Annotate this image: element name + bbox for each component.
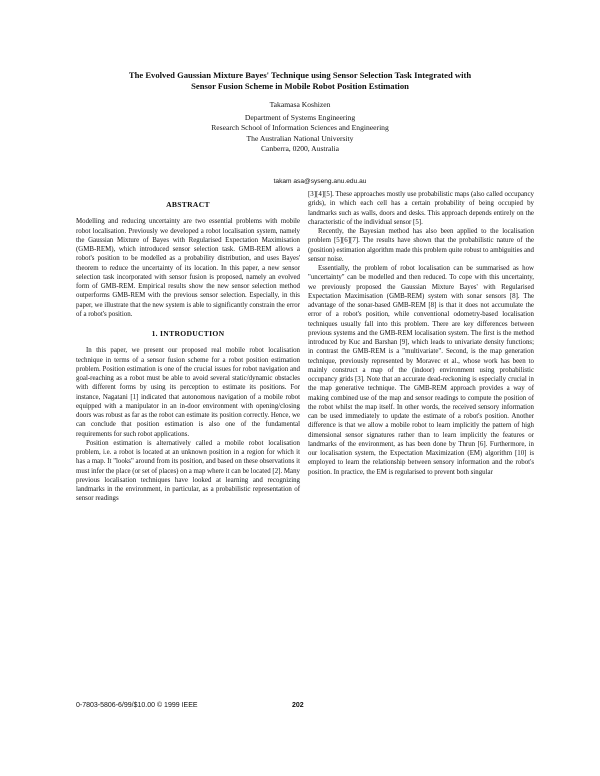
title-line-1: The Evolved Gaussian Mixture Bayes' Technique using Sensor Selection Task Integrated with <box>128 70 472 80</box>
right-column <box>308 190 534 477</box>
body-paragraph: [3][4][5]. These approaches mostly use probabilistic maps (also called occupancy grids), in which each cell has a certain probability of being occupied by landmarks such as walls, doors and desks. This approach depends entirely on the characteristic of the individual sensor [5]. <box>308 191 534 226</box>
author-email: takam asa@syseng.anu.edu.au <box>273 178 367 185</box>
abstract-heading: ABSTRACT <box>166 200 210 209</box>
page-number: 202 <box>292 702 304 709</box>
title-line-2: Sensor Fusion Scheme in Mobile Robot Position Estimation <box>191 81 409 91</box>
body-paragraph: Essentially, the problem of robot localisation can be summarised as how "uncertainty" can be modelled and then reduced. To cope with this uncertainty, we previously proposed the Gaussian Mixture Bayes' with Regularised Expectation Maximisation (GMB-REM) system with sonar sensors [8]. The advantage of the sonar-based GMB-REM [8] is that it does not accumulate the error of a robot's position, while conventional odometry-based localisation techniques usually fall into this problem. There are key differences between previous systems and the GMB-REM localisation system. The first is the method introduced by Kuc and Barshan [9], which leads to univariate density functions; in contrast the GMB-REM is a "multivariate". Second, is the map generation technique, previously represented by Moravec et al., whose work has been to mainly construct a map of the (indoor) environment using probabilistic occupancy grids [3]. Note that an accurate dead-reckoning is especially crucial in the map generative technique. The GMB-REM approach provides a way of making combined use of the map and sensor readings to compute the position of the robot whilst the map itself. In other words, the received sensory information can be used immediately to update the estimate of a robot's position. Another difference is that we allow a mobile robot to learn implicitly the pattern of high dimensional sensor signatures rather than to learn implicitly the features or landmarks of the environment, as has been done by Thrun [6]. Furthermore, in our localisation system, the Expectation Maximization (EM) algorithm [10] is employed to learn the relationship between sensory information and the robot's position. In practice, the EM is regularised to prevent both singular <box>308 265 534 476</box>
intro-paragraph: In this paper, we present our proposed real mobile robot localisation technique in terms of a sensor fusion scheme for a robot position estimation problem. Position estimation is one of the crucial issues for robot navigation and goal-reaching as a robot must be able to avoid several static/dynamic obstacles with different forms by using its perception to estimate its positions. For instance, Nagatani [1] indicated that autonomous navigation of a mobile robot equipped with a manipulator in an in-door environment with opening/closing doors was robust as far as the robot can estimate its position correctly. Hence, we can conclude that position estimation is also one of the fundamental requirements for such robot applications. <box>76 347 300 438</box>
footer-isbn: 0-7803-5806-6/99/$10.00 © 1999 IEEE <box>76 702 198 709</box>
affiliation-line: Research School of Information Sciences and Engineering <box>211 123 389 132</box>
affiliation-line: The Australian National University <box>246 133 354 143</box>
left-column <box>76 198 300 504</box>
affiliation-line: Canberra, 0200, Australia <box>260 144 340 153</box>
abstract-text: Modelling and reducing uncertainty are two essential problems with mobile robot localisation. Previously we developed a robot localisation system, namely the Gaussian Mixture of Bayes with Regularised Expectation Maximisation (GMB-REM), which introduced sensor selection task. GMB-REM allows a robot's position to be modelled as a probability distribution, and uses Bayes' theorem to reduce the uncertainty of its location. In this paper, a new sensor selection task incorporated with sensor fusion is proposed, namely an evolved form of GMB-REM. Empirical results show the new sensor selection method outperforms GMB-REM with the previous sensor selection. Especially, in this paper, we illustrate that the new system is able to significantly constrain the error of a robot's position. <box>76 218 300 318</box>
body-paragraph: Recently, the Bayesian method has also been applied to the localisation problem [5][6][7]. The results have shown that the probabilistic nature of the (position) estimation algorithm made this problem quite robust to ambiguities and sensor noise. <box>308 228 534 263</box>
paper-title <box>70 70 530 92</box>
introduction-heading: 1. INTRODUCTION <box>151 329 225 338</box>
affiliation-line: Department of Systems Engineering <box>244 112 356 122</box>
author-name: Takamasa Koshizen <box>269 100 331 109</box>
intro-paragraph: Position estimation is alternatively called a mobile robot localisation problem, i.e. a robot is located at an unknown position in a region for which it has a map. It "looks" around from its position, and based on these observations it must infer the place (or set of places) on a map where it can be located [2]. Many previous localisation techniques have looked at learning and recognizing landmarks in the environment, in particular, as a probabilistic representation of sensor readings <box>76 439 300 503</box>
author-block <box>120 100 480 155</box>
